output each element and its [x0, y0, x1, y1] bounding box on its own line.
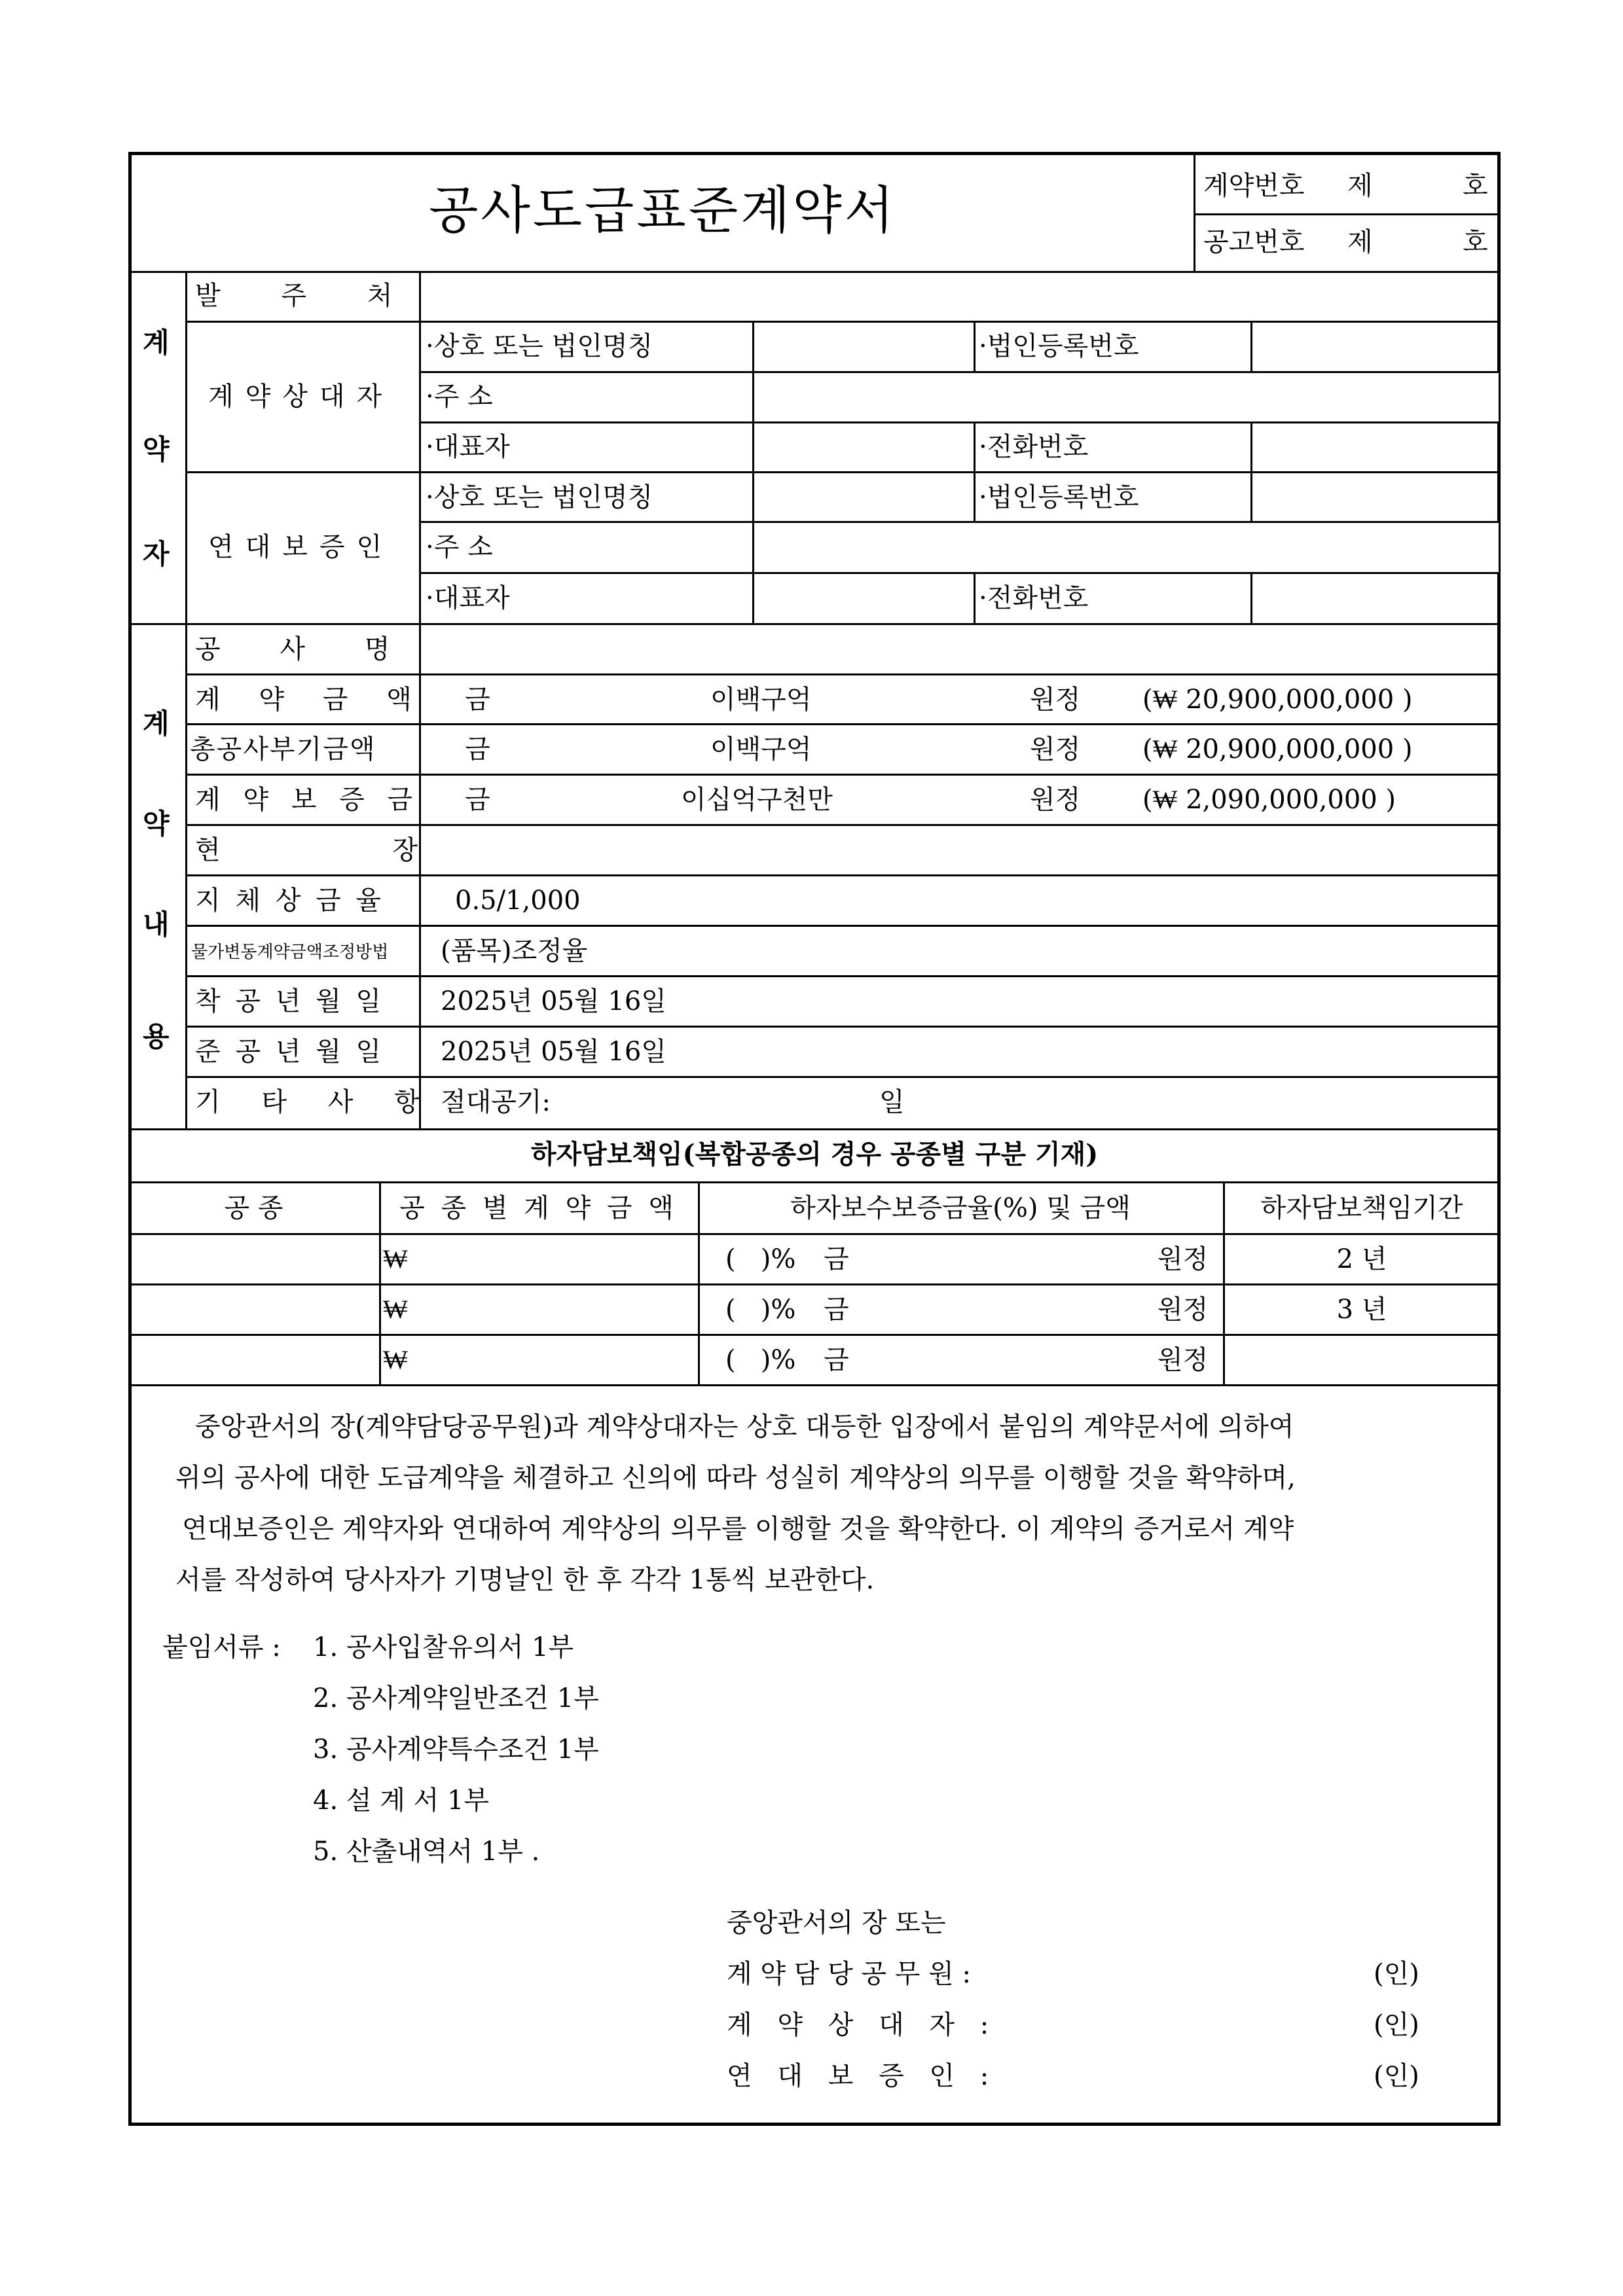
end-date-label: 준 공 년 월 일	[195, 1037, 382, 1067]
row-line	[185, 774, 1501, 776]
row-line	[128, 1181, 1501, 1183]
page-title: 공사도급표준계약서	[429, 181, 897, 240]
agreement-paragraph-line-2: 위의 공사에 대한 도급계약을 체결하고 신의에 따라 성실히 계약상의 의무를 이행할 것을 확약하며,	[175, 1463, 1296, 1493]
row-line	[185, 1076, 1501, 1078]
contract-no-label: 계약번호	[1203, 171, 1305, 201]
attachment-item: 1. 공사입찰유의서 1부	[313, 1632, 574, 1662]
guarantee-geum: 금	[465, 785, 490, 815]
guarantor-signature-label: 연 대 보 증 인 :	[727, 2061, 989, 2091]
guarantee-wonjeong: 원정	[1030, 785, 1081, 815]
row-line	[128, 1334, 1501, 1336]
guarantee-words: 이십억구천만	[681, 785, 833, 815]
warranty-wonjeong-3: 원정	[1158, 1345, 1209, 1375]
header-divider	[1194, 152, 1195, 272]
project-name-label: 공 사 명	[195, 634, 390, 664]
notice-no-end: 호	[1463, 227, 1488, 257]
contractor-signature-label: 계 약 상 대 자 :	[727, 2010, 989, 2040]
warranty-header-period: 하자담보책임기간	[1260, 1193, 1463, 1223]
penalty-rate-value: 0.5/1,000	[455, 886, 581, 916]
row-line	[185, 723, 1501, 725]
guarantee-figure: (₩ 2,090,000,000 )	[1142, 785, 1396, 815]
row-line	[419, 572, 1501, 574]
parties-side-label-3: 자	[143, 538, 170, 570]
contract-no-end: 호	[1463, 171, 1488, 201]
attachment-item: 5. 산출내역서 1부 .	[313, 1837, 540, 1867]
total-budget-label: 총공사부기금액	[190, 734, 376, 764]
total-budget-figure: (₩ 20,900,000,000 )	[1142, 734, 1413, 764]
header-mid-line	[1194, 213, 1501, 215]
notice-no-label: 공고번호	[1203, 227, 1305, 257]
officer-seal: (인)	[1374, 1959, 1419, 1989]
row-line	[128, 1283, 1501, 1285]
other-value: 절대공기:	[441, 1087, 551, 1117]
contractor-seal: (인)	[1374, 2010, 1419, 2040]
warranty-wonjeong-2: 원정	[1158, 1295, 1209, 1325]
contract-side-label-3: 내	[143, 908, 170, 941]
agreement-paragraph-line-1: 중앙관서의 장(계약담당공무원)과 계약상대자는 상호 대등한 입장에서 붙임의 계약문서에 의하여	[195, 1412, 1294, 1442]
parties-side-label-2: 약	[143, 433, 170, 465]
end-date-value: 2025년 05월 16일	[441, 1037, 666, 1067]
contract-side-label-1: 계	[143, 708, 170, 740]
warranty-wonjeong-1: 원정	[1158, 1244, 1209, 1274]
parties-side-line	[185, 271, 187, 1130]
warranty-header-type: 공 종	[224, 1193, 283, 1223]
attachment-item: 4. 설 계 서 1부	[313, 1785, 490, 1816]
total-budget-geum: 금	[465, 734, 490, 764]
contractor-rep-label: ·대표자	[426, 432, 510, 462]
row-line	[128, 1233, 1501, 1235]
contractor-reg-no-label: ·법인등록번호	[979, 331, 1139, 361]
site-label: 현 장	[195, 835, 418, 865]
row-line	[185, 874, 1501, 876]
contractor-company-label: ·상호 또는 법인명칭	[426, 331, 653, 361]
attachments-label: 붙임서류 :	[162, 1632, 281, 1662]
guarantor-reg-no-label: ·법인등록번호	[979, 482, 1139, 512]
row-line	[185, 824, 1501, 826]
row-line	[185, 975, 1501, 977]
contractor-phone-label: ·전화번호	[979, 432, 1089, 462]
warranty-geum-2: 금	[824, 1295, 849, 1325]
parties-side-label-1: 계	[143, 327, 170, 359]
warranty-pct-1: ( )%	[725, 1244, 796, 1274]
guarantor-rep-label: ·대표자	[426, 583, 510, 613]
header-bottom-line	[128, 271, 1501, 273]
attachment-item: 2. 공사계약일반조건 1부	[313, 1683, 599, 1713]
row-line	[185, 1026, 1501, 1028]
contract-amount-figure: (₩ 20,900,000,000 )	[1142, 685, 1413, 715]
client-label: 발 주 처	[195, 281, 393, 311]
other-unit: 일	[879, 1087, 905, 1117]
warranty-pct-2: ( )%	[725, 1295, 796, 1325]
contractor-label: 계약상대자	[208, 382, 394, 412]
warranty-won-2: ₩	[383, 1295, 408, 1325]
guarantor-label: 연대보증인	[208, 532, 394, 562]
section-line	[128, 623, 1501, 625]
warranty-period-1: 2 년	[1336, 1244, 1387, 1274]
total-budget-words: 이백구억	[710, 734, 812, 764]
officer-signature-label: 계 약 담 당 공 무 원 :	[727, 1959, 971, 1989]
penalty-rate-label: 지 체 상 금 율	[195, 886, 382, 916]
row-line	[185, 925, 1501, 927]
warranty-won-1: ₩	[383, 1244, 408, 1274]
start-date-label: 착 공 년 월 일	[195, 986, 382, 1016]
contractor-address-label: ·주 소	[426, 382, 493, 412]
warranty-won-3: ₩	[383, 1345, 408, 1375]
contract-amount-words: 이백구억	[710, 685, 812, 715]
other-label: 기 타 사 항	[195, 1087, 420, 1117]
guarantee-label: 계 약 보 증 금	[195, 785, 413, 815]
contract-amount-geum: 금	[465, 685, 490, 715]
price-adjust-label: 물가변동계약금액조정방법	[191, 942, 389, 962]
section-line	[128, 1128, 1501, 1130]
agreement-paragraph-line-3: 연대보증인은 계약자와 연대하여 계약상의 의무를 이행할 것을 확약한다. 이 계약의 증거로서 계약	[182, 1514, 1294, 1544]
price-adjust-value: (품목)조정율	[441, 936, 588, 966]
warranty-header-rate: 하자보수보증금율(%) 및 금액	[790, 1193, 1131, 1223]
warranty-pct-3: ( )%	[725, 1345, 796, 1375]
warranty-geum-3: 금	[824, 1345, 849, 1375]
section-line	[128, 1384, 1501, 1386]
warranty-geum-1: 금	[824, 1244, 849, 1274]
guarantor-company-label: ·상호 또는 법인명칭	[426, 482, 653, 512]
contract-side-label-2: 약	[143, 808, 170, 840]
row-line	[419, 422, 1501, 423]
contract-amount-label: 계 약 금 액	[195, 685, 412, 715]
attachment-item: 3. 공사계약특수조건 1부	[313, 1734, 599, 1765]
start-date-value: 2025년 05월 16일	[441, 986, 666, 1016]
guarantor-address-label: ·주 소	[426, 532, 493, 562]
notice-no-mid: 제	[1347, 227, 1373, 257]
contract-side-label-4: 용	[143, 1020, 170, 1052]
row-line	[185, 673, 1501, 675]
row-line	[185, 321, 1501, 323]
signature-heading: 중앙관서의 장 또는	[727, 1908, 946, 1938]
agreement-paragraph-line-4: 서를 작성하여 당사자가 기명날인 한 후 각각 1통씩 보관한다.	[175, 1565, 875, 1595]
guarantor-phone-label: ·전화번호	[979, 583, 1089, 613]
contract-no-mid: 제	[1347, 171, 1373, 201]
guarantor-seal: (인)	[1374, 2061, 1419, 2091]
row-line	[185, 471, 1501, 473]
warranty-period-2: 3 년	[1336, 1295, 1387, 1325]
warranty-title: 하자담보책임(복합공종의 경우 공종별 구분 기재)	[530, 1139, 1099, 1170]
contract-amount-wonjeong: 원정	[1030, 685, 1081, 715]
total-budget-wonjeong: 원정	[1030, 734, 1081, 764]
label-col-line	[419, 271, 421, 1130]
warranty-header-amount: 공 종 별 계 약 금 액	[399, 1193, 678, 1223]
